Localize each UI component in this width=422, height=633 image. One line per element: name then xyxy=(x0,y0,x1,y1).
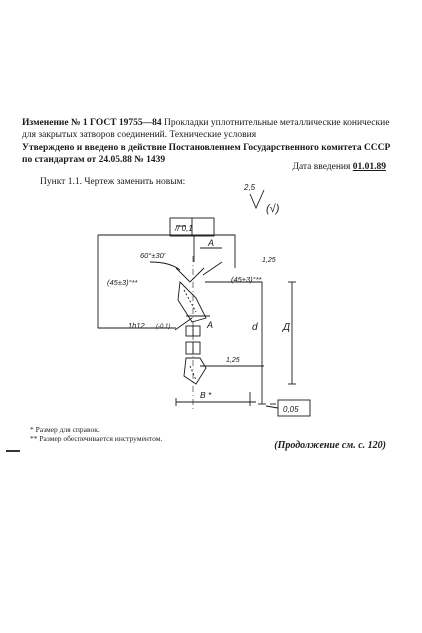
margin-mark xyxy=(6,450,20,452)
continuation-note: (Продолжение см. с. 120) xyxy=(274,440,386,451)
radius-lower: 1,25 xyxy=(226,357,240,364)
fit-deviation: (-0,1) xyxy=(156,324,171,330)
footnote-tool: ** Размер обеспечивается инструментом. xyxy=(30,434,163,443)
datum-label-mid: A xyxy=(207,320,214,330)
roughness-symbol xyxy=(250,190,264,208)
dimension-B: B * xyxy=(200,390,212,400)
footnote-reference: * Размер для справок. xyxy=(30,425,100,434)
date-value: 01.01.89 xyxy=(352,162,386,172)
clause-intro: Пункт 1.1. Чертеж заменить новым: xyxy=(40,177,186,187)
angle-right: (45±3)°** xyxy=(231,275,262,284)
gasket-section-lower xyxy=(184,358,206,384)
angle-tolerance: 60°±30' xyxy=(140,251,166,260)
dimension-D: Д xyxy=(283,322,291,333)
dimension-d: d xyxy=(252,322,258,333)
roughness-paren: (√) xyxy=(266,203,280,215)
flatness-value: 0,05 xyxy=(283,405,299,414)
angle-left: (45±3)°** xyxy=(107,278,138,287)
parallelism-tolerance: // 0,1 xyxy=(175,224,193,233)
datum-label-top: A xyxy=(208,238,215,248)
radius-upper: 1,25 xyxy=(262,257,276,264)
date-label: Дата введения xyxy=(292,162,351,172)
fit-class: 1h12 xyxy=(128,321,145,330)
roughness-value: 2,5 xyxy=(244,183,256,192)
change-number: Изменение № 1 ГОСТ 19755—84 xyxy=(22,118,162,128)
approval-statement: Утверждено и введено в действие Постановлением Государственного комитета СССР по стандартам от 24.05.88 № 1439 xyxy=(22,143,391,165)
standard-title: Прокладки уплотнительные металлические конические для закрытых затворов соединений. Технические условия xyxy=(22,118,390,140)
